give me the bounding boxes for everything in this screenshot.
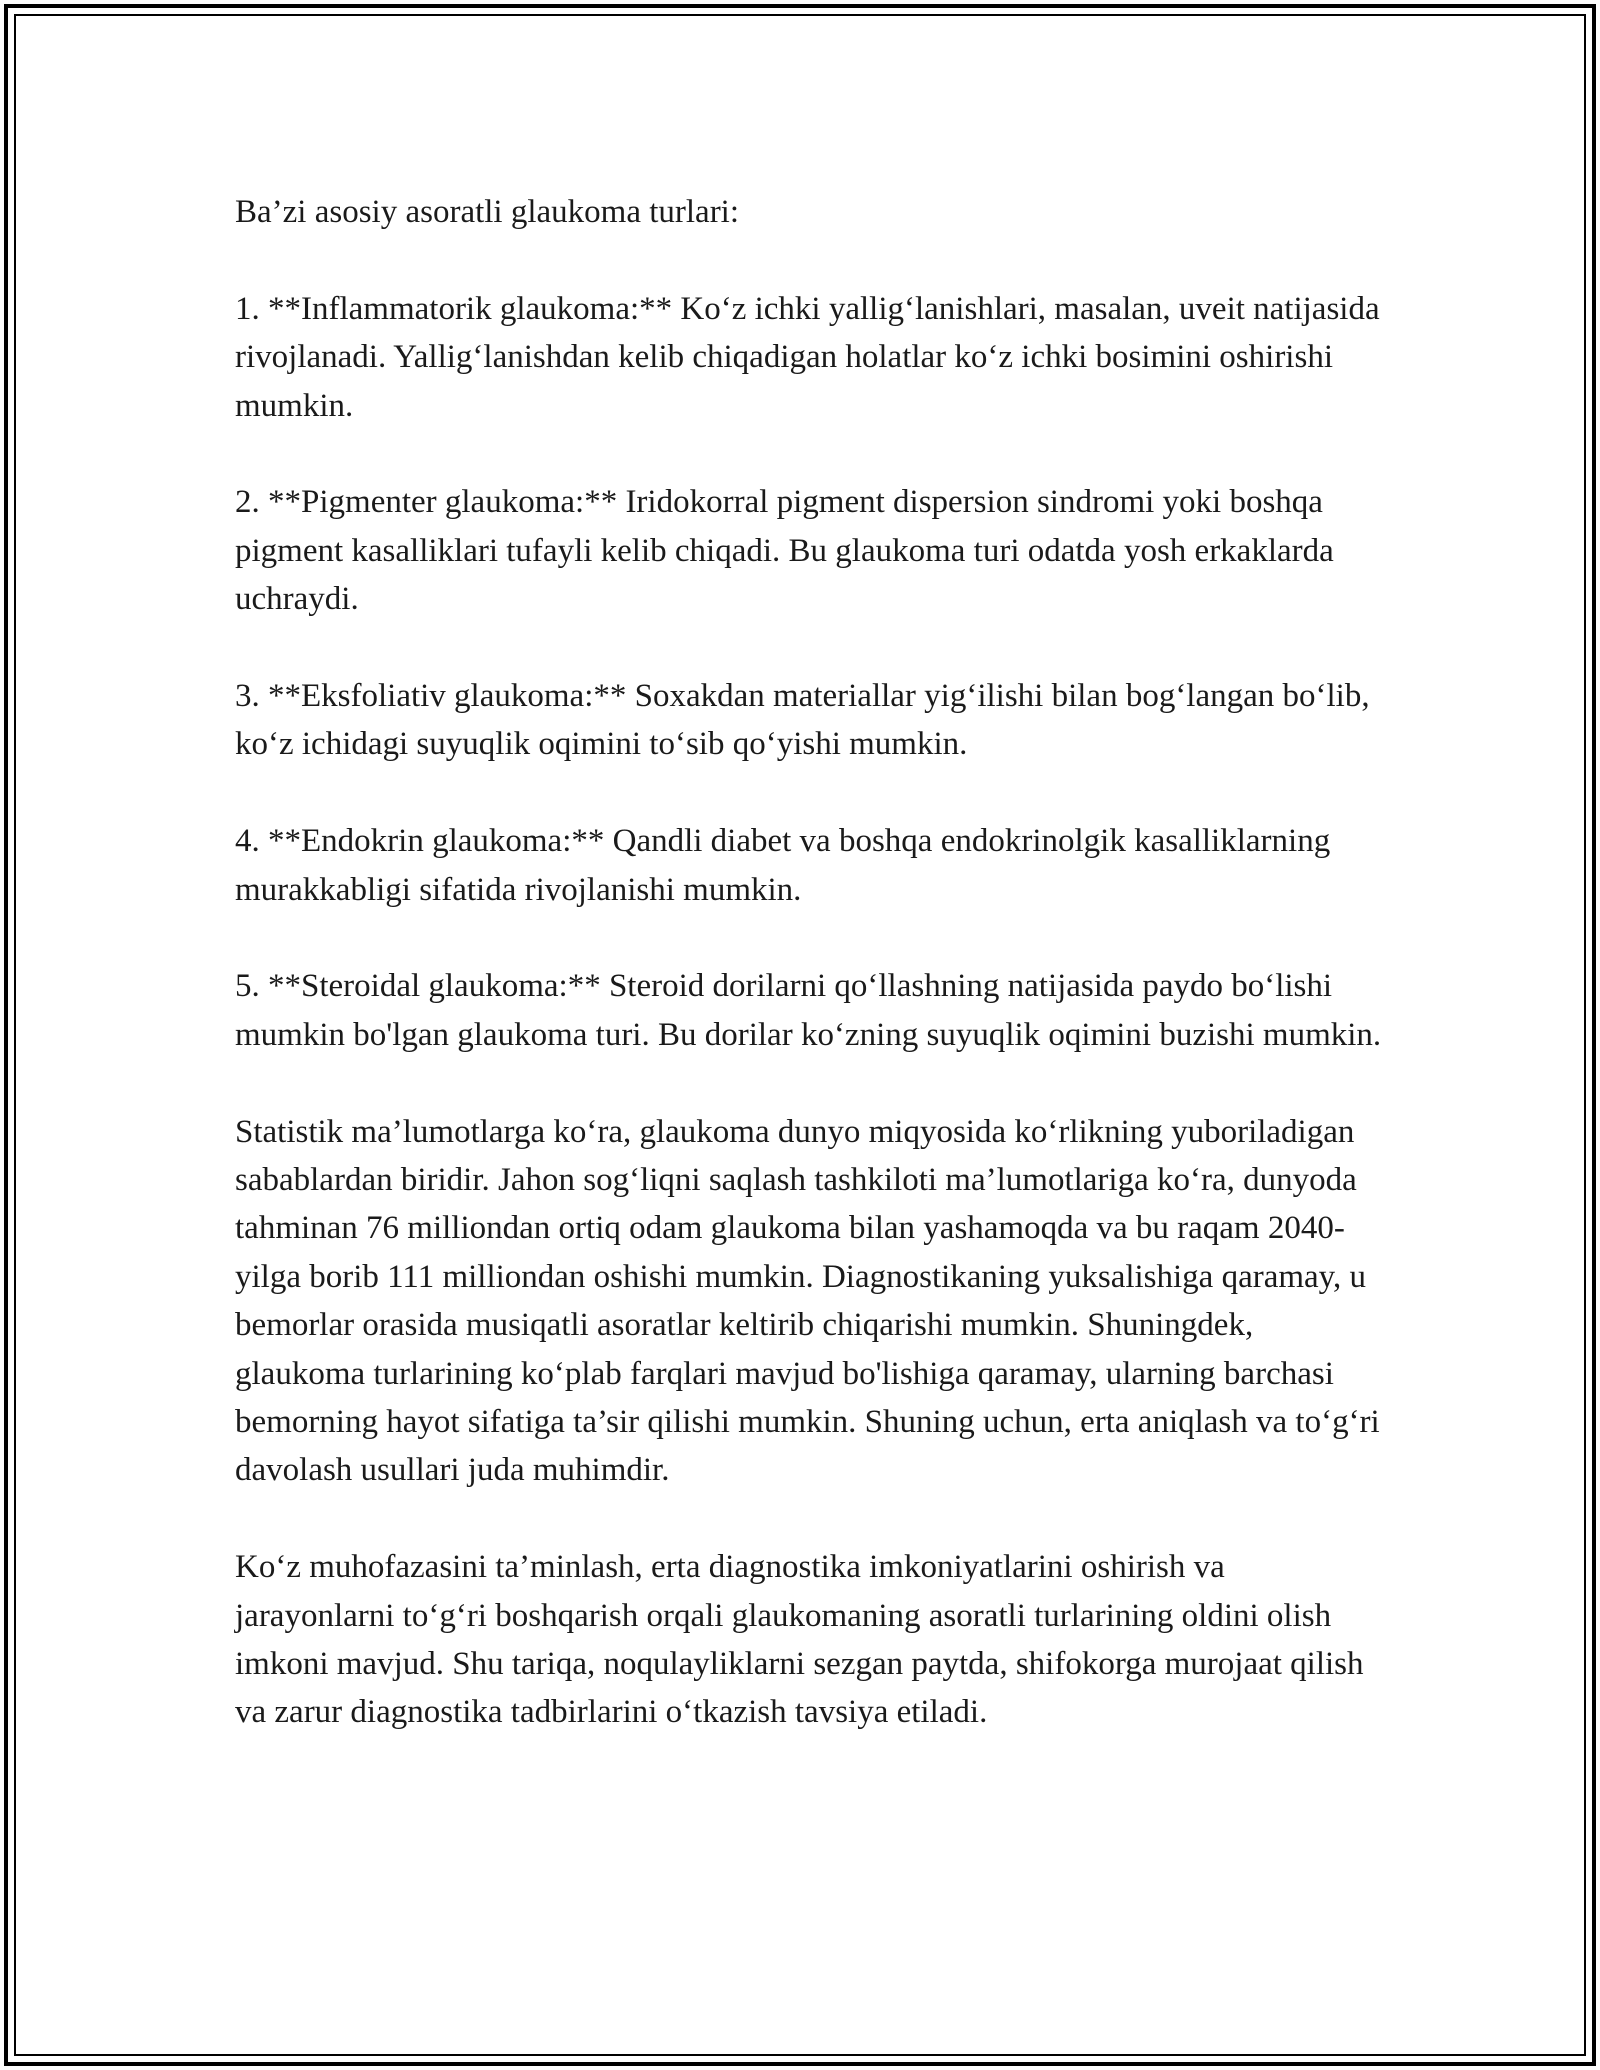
list-item-inflammatory: 1. **Inflammatorik glaukoma:** Ko‘z ichki yallig‘lanishlari, masalan, uveit natijasida rivojlanadi. Yallig‘lanishdan kelib chiqadigan holatlar ko‘z ichki bosimini oshirishi mumkin.	[235, 290, 1380, 424]
list-item-steroidal: 5. **Steroidal glaukoma:** Steroid dorilarni qo‘llashning natijasida paydo bo‘lishi mumkin bo'lgan glaukoma turi. Bu dorilar ko‘zning suyuqlik oqimini buzishi mumkin.	[235, 968, 1382, 1053]
paragraph-prevention: Ko‘z muhofazasini ta’minlash, erta diagnostika imkoniyatlarini oshirish va jarayonlarni to‘g‘ri boshqarish orqali glaukomaning asoratli turlarining oldini olish imkoni mavjud. Shu tariqa, noqulayliklarni sezgan paytda, shifokorga murojaat qilish va zarur diagnostika tadbirlarini o‘tkazish tavsiya etiladi.	[235, 1549, 1364, 1731]
intro-line: Ba’zi asosiy asoratli glaukoma turlari:	[235, 194, 740, 230]
list-item-pigmentary: 2. **Pigmenter glaukoma:** Iridokorral pigment dispersion sindromi yoki boshqa pigment kasalliklari tufayli kelib chiqadi. Bu glaukoma turi odatda yosh erkaklarda uchraydi.	[235, 484, 1334, 618]
paragraph-statistics: Statistik ma’lumotlarga ko‘ra, glaukoma dunyo miqyosida ko‘rlikning yuboriladigan sabablardan biridir. Jahon sog‘liqni saqlash tashkiloti ma’lumotlariga ko‘ra, dunyoda tahminan 76 milliondan ortiq odam glaukoma bilan yashamoqda va bu raqam 2040-yilga borib 111 milliondan oshishi mumkin. Diagnostikaning yuksalishiga qaramay, u bemorlar orasida musiqatli asoratlar keltirib chiqarishi mumkin. Shuningdek, glaukoma turlarining ko‘plab farqlari mavjud bo'lishiga qaramay, ularning barchasi bemorning hayot sifatiga ta’sir qilishi mumkin. Shuning uchun, erta aniqlash va to‘g‘ri davolash usullari juda muhimdir.	[235, 1113, 1380, 1489]
list-item-endocrine: 4. **Endokrin glaukoma:** Qandli diabet va boshqa endokrinolgik kasalliklarning murakkabligi sifatida rivojlanishi mumkin.	[235, 823, 1331, 908]
document-body	[235, 188, 1385, 1737]
list-item-exfoliative: 3. **Eksfoliativ glaukoma:** Soxakdan materiallar yig‘ilishi bilan bog‘langan bo‘lib, ko‘z ichidagi suyuqlik oqimini to‘sib qo‘yishi mumkin.	[235, 678, 1370, 763]
